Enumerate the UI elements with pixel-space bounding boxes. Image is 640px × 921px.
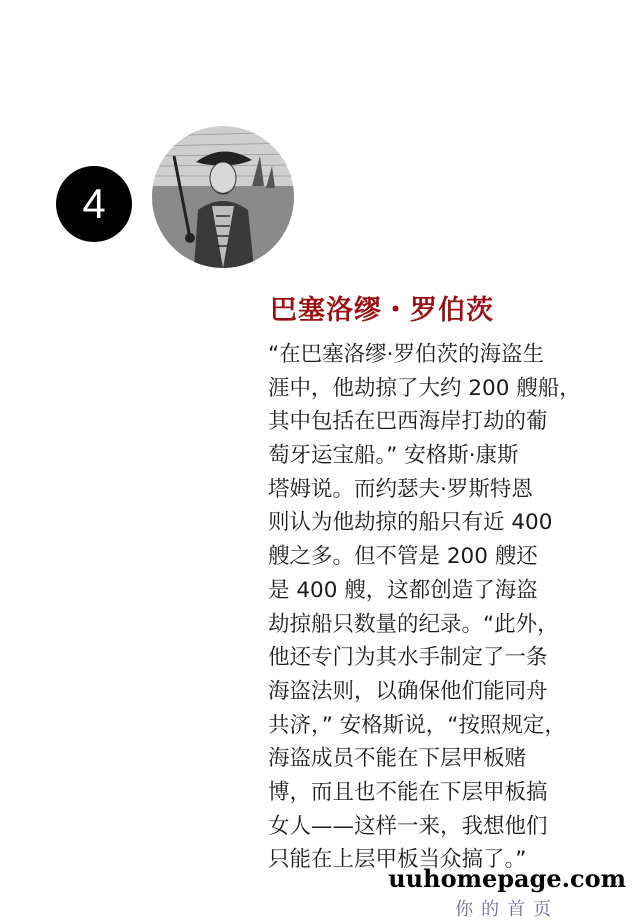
body-line: “在巴塞洛缪·罗伯茨的海盗生 [268,342,544,367]
watermark [388,864,626,921]
body-line: 则认为他劫掠的船只有近 400 [268,510,553,536]
article-body [268,338,581,877]
body-line: 是 400 艘，这都创造了海盗 [268,577,538,603]
watermark-subtitle: 你的首页 [455,899,560,920]
body-line: 博，而且也不能在下层甲板搞 [268,779,548,805]
body-line: 女人——这样一来，我想他们 [268,813,548,839]
body-line: 只能在上层甲板当众搞了。” [268,847,527,873]
watermark-url: uuhomepage.com [388,864,626,893]
article-title: 巴塞洛缪・罗伯茨 [270,295,494,326]
body-line: 塔姆说。而约瑟夫·罗斯特恩 [268,476,533,502]
body-line: 海盗法则，以确保他们能同舟 [268,678,548,704]
body-line: 艘之多。但不管是 200 艘还 [268,544,538,570]
body-line: 涯中，他劫掠了大约 200 艘船， [268,375,581,401]
body-line: 劫掠船只数量的纪录。“此外， [268,611,559,637]
body-line: 萄牙运宝船。” 安格斯·康斯 [268,443,519,469]
pirate-portrait-image [152,126,294,268]
badge-number: 4 [82,180,106,227]
body-line: 其中包括在巴西海岸打劫的葡 [268,409,548,435]
number-badge [56,166,132,242]
body-line: 他还专门为其水手制定了一条 [268,645,548,671]
body-line: 共济，” 安格斯说，“按照规定， [268,712,566,738]
body-line: 海盗成员不能在下层甲板赌 [268,746,527,772]
